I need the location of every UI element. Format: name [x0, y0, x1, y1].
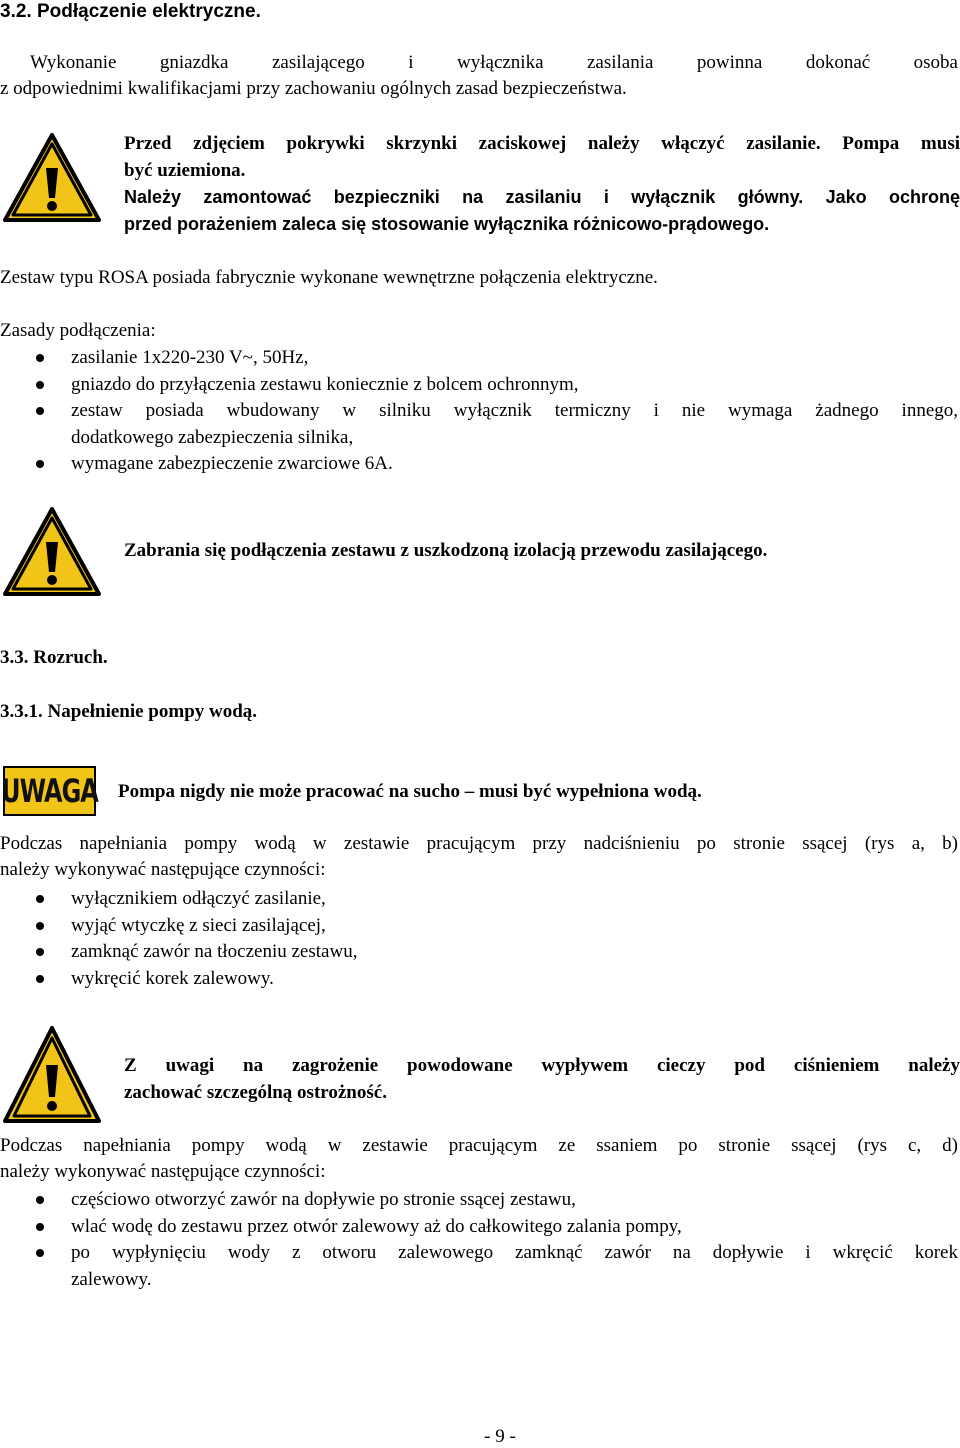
warning-1-text: [124, 130, 960, 238]
uwaga-badge-label: UWAGA: [1, 772, 98, 810]
warning-3-line-1: Z uwagi na zagrożenie powodowane wypływem cieczy pod ciśnieniem należy: [124, 1055, 960, 1076]
warning-1-line-1: Przed zdjęciem pokrywki skrzynki zaciskowej należy włączyć zasilanie. Pompa musi: [124, 133, 960, 154]
page-number: [0, 1426, 960, 1448]
rules-title: Zasady podłączenia:: [0, 320, 156, 341]
procedure-1-list: [0, 886, 958, 992]
warning-1-line-3: Należy zamontować bezpieczniki na zasilaniu i wyłącznik główny. Jako ochronę: [124, 187, 960, 207]
list-item: wyłącznikiem odłączyć zasilanie,: [0, 886, 958, 913]
section-heading-3-3-1: 3.3.1. Napełnienie pompy wodą.: [0, 701, 258, 722]
uwaga-badge: [3, 766, 96, 816]
list-item: wymagane zabezpieczenie zwarciowe 6A.: [0, 451, 958, 478]
rosa-paragraph: Zestaw typu ROSA posiada fabrycznie wykonane wewnętrzne połączenia elektryczne.: [0, 267, 658, 288]
list-item: wlać wodę do zestawu przez otwór zalewowy aż do całkowitego zalania pompy,: [0, 1214, 958, 1241]
intro-line-2: z odpowiednimi kwalifikacjami przy zachowaniu ogólnych zasad bezpieczeństwa.: [0, 78, 627, 99]
uwaga-text: Pompa nigdy nie może pracować na sucho – musi być wypełniona wodą.: [118, 781, 702, 802]
warning-3-line-2: zachować szczególną ostrożność.: [124, 1082, 387, 1103]
section-heading-3-2: 3.2. Podłączenie elektryczne.: [0, 1, 261, 22]
list-item: po wypłynięciu wody z otworu zalewowego zamknąć zawór na dopływie i wkręcić korek zalewowy.: [0, 1240, 958, 1293]
list-item: wykręcić korek zalewowy.: [0, 966, 958, 993]
procedure-2-list: [0, 1187, 958, 1293]
section-heading-3-3: 3.3. Rozruch.: [0, 647, 108, 668]
list-item: zamknąć zawór na tłoczeniu zestawu,: [0, 939, 958, 966]
list-item: zestaw posiada wbudowany w silniku wyłącznik termiczny i nie wymaga żadnego innego, dodatkowego zabezpieczenia silnika,: [0, 398, 958, 451]
list-item: gniazdo do przyłączenia zestawu koniecznie z bolcem ochronnym,: [0, 372, 958, 399]
list-item: zasilanie 1x220-230 V~, 50Hz,: [0, 345, 958, 372]
warning-1-line-2: być uziemiona.: [124, 160, 246, 181]
warning-1-line-4: przed porażeniem zaleca się stosowanie wyłącznika różnicowo-prądowego.: [124, 214, 770, 234]
list-item: wyjąć wtyczkę z sieci zasilającej,: [0, 913, 958, 940]
procedure-1-line-2: należy wykonywać następujące czynności:: [0, 859, 326, 880]
warning-2-text: Zabrania się podłączenia zestawu z uszkodzoną izolacją przewodu zasilającego.: [124, 540, 768, 561]
intro-paragraph: [0, 50, 958, 102]
procedure-1-line-1: Podczas napełniania pompy wodą w zestawie pracującym przy nadciśnieniu po stronie ssącej (rys a, b): [0, 833, 958, 854]
procedure-2-line-2: należy wykonywać następujące czynności:: [0, 1161, 326, 1182]
warning-triangle-icon: [2, 1025, 102, 1125]
intro-line-1: Wykonanie gniazdka zasilającego i wyłącznika zasilania powinna dokonać osoba: [30, 52, 958, 73]
procedure-1-intro: [0, 831, 958, 883]
warning-3-text: [124, 1052, 960, 1106]
procedure-2-line-1: Podczas napełniania pompy wodą w zestawie pracującym ze ssaniem po stronie ssącej (rys c, d): [0, 1135, 958, 1156]
list-item: częściowo otworzyć zawór na dopływie po stronie ssącej zestawu,: [0, 1187, 958, 1214]
warning-triangle-icon: [2, 132, 102, 224]
warning-triangle-icon: [2, 506, 102, 598]
procedure-2-intro: [0, 1133, 958, 1185]
page-number-label: - 9 -: [484, 1426, 516, 1447]
rules-list: [0, 345, 958, 478]
